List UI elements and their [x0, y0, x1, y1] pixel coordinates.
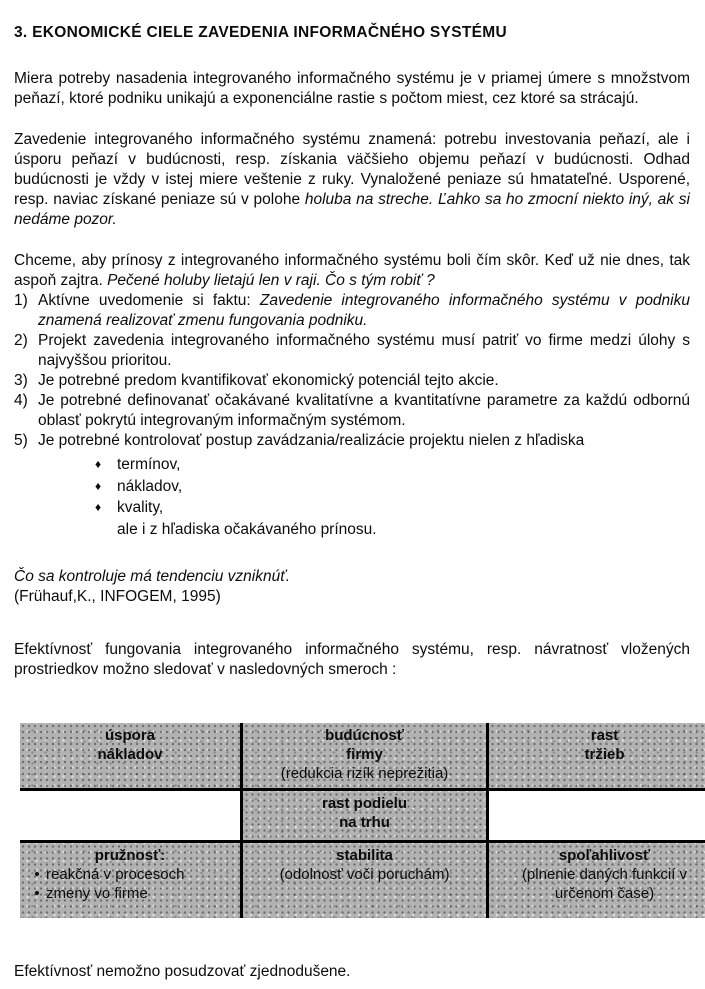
- numbered-item-5-text: Je potrebné kontrolovať postup zavádzania/realizácie projektu nielen z hľadiska: [38, 432, 585, 449]
- paragraph-benefits: [14, 251, 690, 291]
- item-number: 5): [14, 432, 28, 449]
- diamond-item-terms: [93, 454, 690, 476]
- cell-bullet-text: reakčná v procesoch: [46, 866, 185, 883]
- diamond-item-quality: [93, 497, 690, 519]
- diamond-bullet-icon: ♦: [95, 500, 102, 514]
- cell-line: (plnenie daných funkcií v: [521, 866, 688, 883]
- page-title: 3. EKONOMICKÉ CIELE ZAVEDENIA INFORMAČNÉHO SYSTÉMU: [14, 24, 507, 41]
- item-number: 2): [14, 332, 28, 349]
- cell-company-future: [242, 723, 488, 790]
- numbered-item-3: [14, 371, 690, 391]
- dot-bullet-icon: •: [34, 866, 40, 883]
- cell-line: (odolnosť voči poruchám): [279, 866, 450, 883]
- paragraph-need: Miera potreby nasadenia integrovaného informačného systému je v priamej úmere s množstvom peňazí, ktoré podniku unikajú a exponenciálne rastie s počtom miest, cez ktoré sa strácajú.: [14, 70, 690, 107]
- cell-stability: [242, 842, 488, 919]
- table-row: [20, 842, 705, 919]
- numbered-item-1: [14, 291, 690, 331]
- cell-line: stabilita: [336, 847, 393, 864]
- cell-empty-right: [488, 790, 705, 842]
- item-number: 3): [14, 372, 28, 389]
- cell-empty-left: [20, 790, 242, 842]
- control-note: Čo sa kontroluje má tendenciu vzniknúť.: [14, 568, 291, 585]
- diamond-bullet-icon: ♦: [95, 478, 102, 493]
- cell-line: spoľahlivosť: [558, 847, 651, 864]
- diamond-item-costs: [93, 476, 690, 498]
- cell-line: firmy: [346, 746, 383, 763]
- cell-reliability: [488, 842, 705, 919]
- effectiveness-intro: Efektívnosť fungovania integrovaného informačného systému, resp. návratnosť vložených prostriedkov možno sledovať v nasledovných smeroch :: [14, 641, 690, 678]
- citation: (Frühauf,K., INFOGEM, 1995): [14, 588, 221, 605]
- cell-line: (redukcia rizík neprežitia): [280, 765, 449, 782]
- numbered-item-4-text: Je potrebné definovanať očakávané kvalitatívne a kvantitatívne parametre za každú odbornú oblasť pokrytú integrovaným informačným systémom.: [38, 392, 690, 429]
- cell-bullet-line: [24, 865, 236, 884]
- cell-flexibility: [20, 842, 242, 919]
- paragraph-investment-italic: holuba na streche. Ľahko sa ho zmocní niekto iný, ak si nedáme pozor.: [14, 191, 690, 228]
- cell-line: tržieb: [584, 746, 625, 763]
- numbered-item-1-italic: Zavedenie integrovaného informačného systému v podniku znamená realizovať zmenu fungovania podniku.: [38, 292, 690, 329]
- cell-line: určenom čase): [554, 885, 655, 902]
- paragraph-benefits-text: Chceme, aby prínosy z integrovaného informačného systému boli čím skôr. Keď už nie dnes, tak aspoň zajtra.: [14, 252, 690, 289]
- cell-line: rast: [590, 727, 619, 744]
- cell-line: budúcnosť: [325, 727, 404, 744]
- paragraph-investment-text: Zavedenie integrovaného informačného systému znamená: potrebu investovania peňazí, ale i úsporu peňazí v budúcnosti, resp. získania väčšieho objemu peňazí v budúcnosti. Odhad budúcnosti je vždy v istej miere veštenie z ruky. Vynaložené peniaze sú hmatateľné. Usporené, resp. naviac získané peniaze sú v polohe: [14, 131, 690, 208]
- numbered-item-5: [14, 431, 690, 451]
- diamond-list-trailing-line: [93, 519, 690, 541]
- numbered-item-3-text: Je potrebné predom kvantifikovať ekonomický potenciál tejto akcie.: [38, 372, 499, 389]
- numbered-item-2-text: Projekt zavedenia integrovaného informačného systému musí patriť vo firme medzi úlohy s najvyššou prioritou.: [38, 332, 690, 369]
- effectiveness-table: [20, 723, 705, 918]
- cell-market-share-growth: [242, 790, 488, 842]
- table-row: [20, 723, 705, 790]
- item-number: 4): [14, 392, 28, 409]
- cell-line: na trhu: [339, 814, 390, 831]
- cell-line: pružnosť:: [94, 847, 166, 864]
- dot-bullet-icon: •: [34, 885, 40, 902]
- cell-bullet-text: zmeny vo firme: [46, 885, 148, 902]
- diamond-bullet-list: [14, 454, 690, 540]
- numbered-item-1-text: Aktívne uvedomenie si faktu:: [38, 292, 260, 309]
- cell-line: úspora: [104, 727, 155, 744]
- cell-cost-savings: [20, 723, 242, 790]
- paragraph-benefits-italic: Pečené holuby lietajú len v raji. Čo s tým robiť ?: [107, 272, 435, 289]
- cell-line: nákladov: [97, 746, 163, 763]
- cell-revenue-growth: [488, 723, 705, 790]
- numbered-item-2: [14, 331, 690, 371]
- paragraph-investment: [14, 130, 690, 230]
- numbered-item-4: [14, 391, 690, 431]
- cell-bullet-line: [24, 884, 236, 903]
- final-note: Efektívnosť nemožno posudzovať zjednodušene.: [14, 963, 351, 980]
- diamond-item-terms-text: termínov,: [117, 456, 181, 473]
- diamond-item-quality-text: kvality,: [117, 499, 164, 516]
- numbered-list: [14, 291, 690, 451]
- cell-line: rast podielu: [321, 795, 407, 812]
- diamond-item-costs-text: nákladov,: [117, 477, 183, 495]
- table-row: [20, 790, 705, 842]
- item-number: 1): [14, 292, 28, 309]
- diamond-bullet-icon: ♦: [95, 457, 102, 471]
- diamond-list-trailing-text: ale i z hľadiska očakávaného prínosu.: [117, 520, 377, 538]
